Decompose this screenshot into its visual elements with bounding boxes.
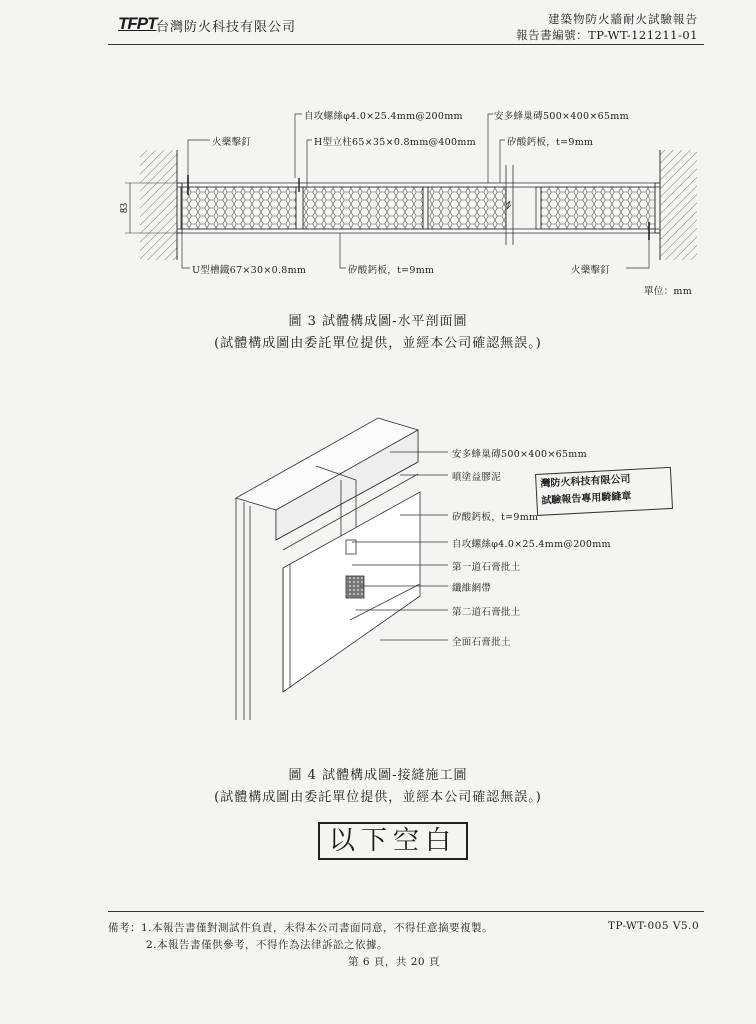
figure4-joint-drawing	[0, 400, 756, 740]
blank-below-stamp: 以下空白	[318, 822, 468, 860]
right-wall-hatch	[660, 150, 697, 260]
fig4-label-board: 矽酸鈣板，t=9mm	[452, 512, 539, 523]
fig3-label-honeycomb: 安多蜂巢磚500×400×65mm	[494, 111, 629, 122]
company-logo: TFPT	[118, 14, 157, 33]
footer-rule	[108, 911, 704, 912]
company-name: 台灣防火科技有限公司	[156, 20, 297, 35]
figure3-section-drawing	[0, 0, 756, 300]
seal-line2: 試驗報告專用騎縫章	[541, 490, 632, 507]
fig3-label-board-top: 矽酸鈣板，t=9mm	[507, 137, 594, 148]
report-title: 建築物防火牆耐火試驗報告	[548, 12, 698, 26]
fig4-label-spray: 噴塗益膠泥	[452, 472, 502, 483]
fig3-label-screw: 自攻螺絲φ4.0×25.4mm@200mm	[304, 111, 463, 122]
footer-remark-1: 備考：1.本報告書僅對測試件負責，未得本公司書面同意，不得任意摘要複製。	[108, 922, 494, 934]
honeycomb-panel	[181, 187, 296, 229]
h-stud	[296, 187, 303, 229]
top-board	[177, 183, 660, 187]
left-wall-hatch	[140, 150, 177, 260]
seal-line1: 灣防火科技有限公司	[540, 474, 631, 490]
fig4-label-plaster1: 第一道石膏批土	[452, 562, 521, 573]
figure4-caption: 圖 4 試體構成圖-接縫施工圖	[288, 768, 468, 783]
report-number: 報告書編號：TP-WT-121211-01	[516, 28, 698, 42]
fig3-unit: 單位：mm	[644, 286, 693, 297]
fig3-label-stud: H型立柱65×35×0.8mm@400mm	[314, 137, 476, 148]
honeycomb-panel	[303, 187, 423, 229]
fig3-label-nail-left: 火藥擊釘	[212, 137, 252, 148]
fig4-label-tape: 纖維網帶	[452, 583, 492, 594]
fig4-label-honeycomb: 安多蜂巢磚500×400×65mm	[452, 449, 587, 460]
form-number: TP-WT-005 V5.0	[608, 920, 700, 932]
dimension-83: 83	[119, 203, 130, 213]
h-stud	[536, 187, 541, 229]
figure4-note: (試體構成圖由委託單位提供，並經本公司確認無誤。)	[214, 790, 542, 805]
bottom-board	[177, 229, 660, 233]
fig4-label-screw: 自攻螺絲φ4.0×25.4mm@200mm	[452, 539, 611, 550]
fig3-label-channel: U型槽鐵67×30×0.8mm	[192, 265, 307, 276]
company-seal-stamp	[535, 467, 673, 516]
honeycomb-panel	[541, 187, 655, 229]
break-symbol	[506, 201, 511, 209]
figure3-note: (試體構成圖由委託單位提供，並經本公司確認無誤。)	[214, 336, 542, 351]
fig3-label-nail-right: 火藥擊釘	[571, 265, 611, 276]
fig4-label-plaster2: 第二道石膏批土	[452, 607, 521, 618]
honeycomb-panel	[428, 187, 506, 229]
page-number: 第 6 頁，共 20 頁	[348, 956, 440, 968]
fig4-label-plaster-full: 全面石膏批土	[452, 637, 511, 648]
fig3-label-board-bottom: 矽酸鈣板，t=9mm	[348, 265, 435, 276]
footer-remark-2: 2.本報告書僅供參考，不得作為法律訴訟之依據。	[146, 939, 389, 951]
h-stud	[423, 187, 428, 229]
figure3-caption: 圖 3 試體構成圖-水平剖面圖	[288, 314, 468, 329]
